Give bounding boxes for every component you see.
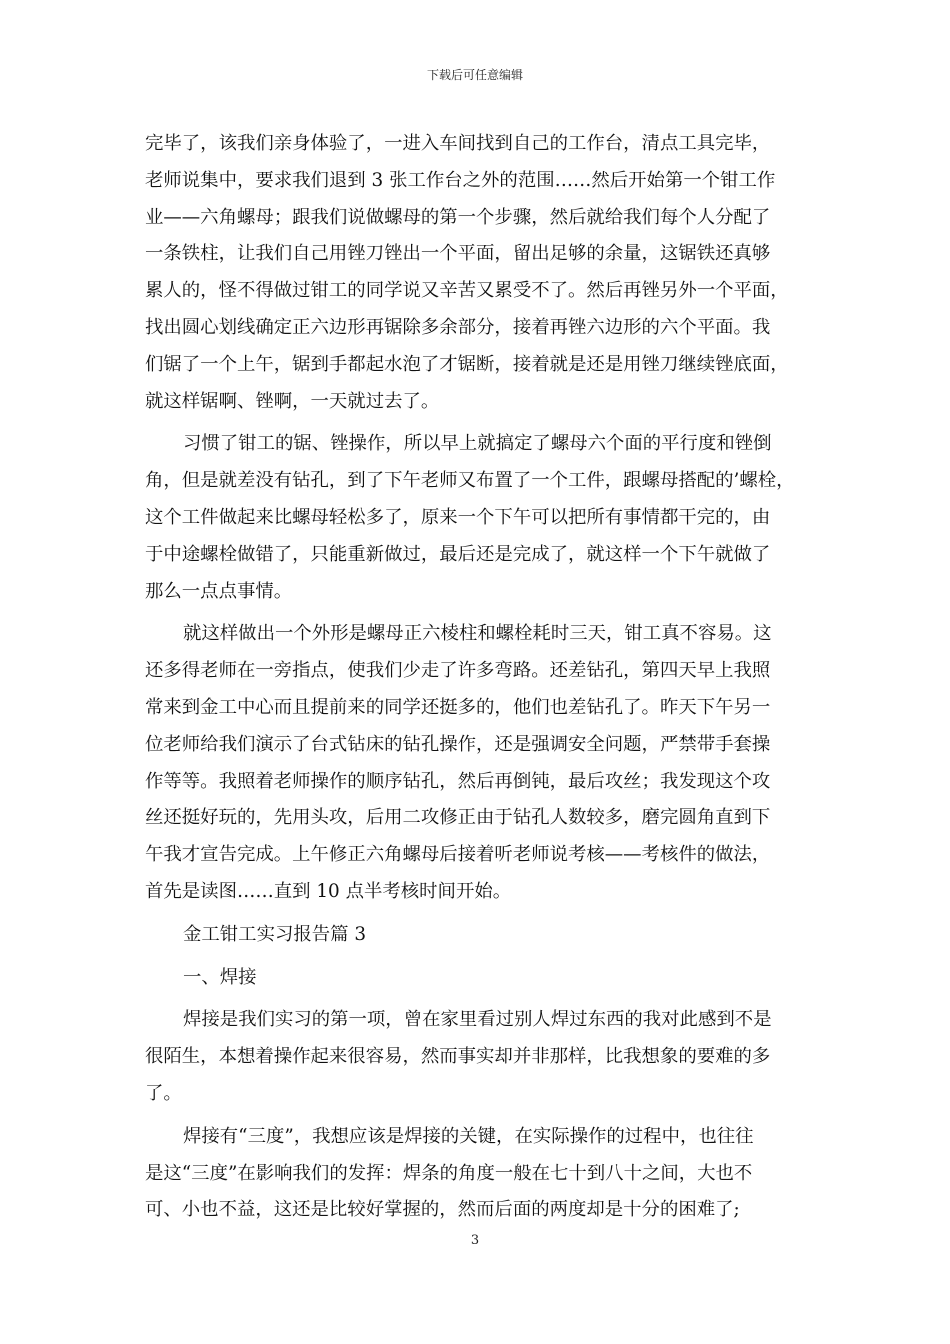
text-line: 完毕了，该我们亲身体验了，一进入车间找到自己的工作台，清点工具完毕， (145, 133, 771, 154)
text-line: 一条铁柱，让我们自己用锉刀锉出一个平面，留出足够的余量，这锯铁还真够 (145, 243, 771, 265)
subsection-title: 一、焊接 (183, 966, 257, 988)
text-line: 还多得老师在一旁指点，使我们少走了许多弯路。还差钻孔，第四天早上我照 (145, 660, 771, 682)
text-line: 这个工件做起来比螺母轻松多了，原来一个下午可以把所有事情都干完的，由 (145, 506, 771, 528)
paragraph (145, 1119, 815, 1229)
text-line: 就这样锯啊、锉啊，一天就过去了。 (145, 390, 440, 412)
text-line: 就这样做出一个外形是螺母正六棱柱和螺栓耗时三天，钳工真不容易。这 (183, 623, 772, 645)
text-line: 常来到金工中心而且提前来的同学还挺多的，他们也差钻孔了。昨天下午另一 (145, 696, 771, 718)
text-line: 于中途螺栓做错了，只能重新做过，最后还是完成了，就这样一个下午就做了 (145, 543, 771, 565)
paragraph (145, 426, 815, 610)
text-line: 了。 (145, 1082, 182, 1104)
text-line: 找出圆心划线确定正六边形再锯除多余部分，接着再锉六边形的六个平面。我 (145, 316, 771, 338)
text-line: 作等等。我照着老师操作的顺序钻孔，然后再倒钝，最后攻丝；我发现这个攻 (145, 770, 771, 792)
text-line: 午我才宣告完成。上午修正六角螺母后接着听老师说考核——考核件的做法， (145, 844, 771, 866)
page-header: 下载后可任意编辑 (426, 68, 523, 82)
text-line: 那么一点点事情。 (145, 580, 293, 602)
section-title: 金工钳工实习报告篇 3 (183, 923, 367, 945)
text-line: 习惯了钳工的锯、锉操作，所以早上就搞定了螺母六个面的平行度和锉倒 (183, 433, 772, 455)
text-line: 丝还挺好玩的，先用头攻，后用二攻修正由于钻孔人数较多，磨完圆角直到下 (145, 807, 771, 829)
text-line: 累人的，怪不得做过钳工的同学说又辛苦又累受不了。然后再锉另外一个平面， (145, 280, 789, 302)
text-line: 可、小也不益，这还是比较好掌握的，然而后面的两度却是十分的困难了; (145, 1199, 740, 1221)
document-body (145, 126, 815, 1229)
text-line: 很陌生，本想着操作起来很容易，然而事实却并非那样，比我想象的要难的多 (145, 1046, 771, 1068)
paragraph (145, 1002, 815, 1112)
text-line: 们锯了一个上午，锯到手都起水泡了才锯断，接着就是还是用锉刀继续锉底面， (145, 353, 789, 375)
text-line: 角，但是就差没有钻孔，到了下午老师又布置了一个工件，跟螺母搭配的’螺栓， (145, 470, 795, 492)
text-line: 是这“三度”在影响我们的发挥：焊条的角度一般在七十到八十之间，大也不 (145, 1162, 753, 1184)
page-number: 3 (470, 1233, 480, 1248)
text-line: 老师说集中，要求我们退到 3 张工作台之外的范围……然后开始第一个钳工作 (145, 169, 776, 191)
text-line: 焊接有“三度”，我想应该是焊接的关键，在实际操作的过程中，也往往 (183, 1125, 754, 1147)
paragraph (145, 126, 815, 420)
paragraph (145, 616, 815, 910)
text-line: 首先是读图……直到 10 点半考核时间开始。 (145, 880, 512, 902)
text-line: 位老师给我们演示了台式钻床的钻孔操作，还是强调安全问题，严禁带手套操 (145, 733, 771, 755)
text-line: 焊接是我们实习的第一项，曾在家里看过别人焊过东西的我对此感到不是 (183, 1009, 772, 1031)
text-line: 业——六角螺母；跟我们说做螺母的第一个步骤，然后就给我们每个人分配了 (145, 206, 771, 228)
